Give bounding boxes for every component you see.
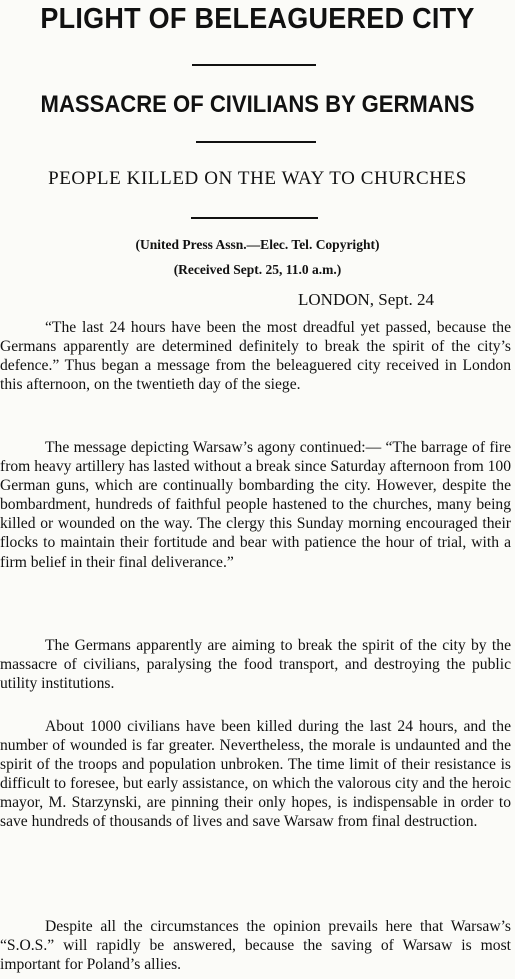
- divider-rule: [196, 141, 316, 143]
- deck: PEOPLE KILLED ON THE WAY TO CHURCHES: [48, 168, 467, 189]
- divider-rule: [191, 217, 318, 219]
- article-paragraph: The message depicting Warsaw’s agony continued:— “The barrage of fire from heavy artillery has lasted without a break since Saturday afternoon from 100 German guns, which are continually bombarding the city. However, despite the bombardment, hundreds of faithful people hastened to the churches, many being killed or wounded on the way. The clergy this Sunday morning encouraged their flocks to maintain their fortitude and bear with patience the hour of trial, with a firm belief in their final deliverance.”: [0, 439, 511, 571]
- article-paragraph: “The last 24 hours have been the most dreadful yet passed, because the Germans apparently are determined definitely to break the spirit of the city’s defence.” Thus began a message from the beleaguered city received in London this afternoon, on the twentieth day of the siege.: [0, 319, 511, 394]
- received-line: (Received Sept. 25, 11.0 a.m.): [173, 262, 342, 277]
- article-paragraph: Despite all the circumstances the opinion prevails here that Warsaw’s “S.O.S.” will rapidly be answered, because the saving of Warsaw is most important for Poland’s allies.: [0, 918, 511, 974]
- credit-line: (United Press Assn.—Elec. Tel. Copyright): [135, 237, 380, 252]
- article-paragraph: The Germans apparently are aiming to break the spirit of the city by the massacre of civilians, paralysing the food transport, and destroying the public utility institutions.: [0, 637, 511, 693]
- dateline: LONDON, Sept. 24: [298, 290, 434, 309]
- divider-rule: [192, 64, 316, 66]
- headline: PLIGHT OF BELEAGUERED CITY: [40, 3, 475, 35]
- subheadline: MASSACRE OF CIVILIANS BY GERMANS: [40, 91, 475, 118]
- article-paragraph: About 1000 civilians have been killed during the last 24 hours, and the number of wounded is far greater. Nevertheless, the morale is undaunted and the spirit of the troops and population unbroken. The time limit of their resistance is difficult to foresee, but early assistance, on which the valorous city and the heroic mayor, M. Starzynski, are pinning their only hopes, is indispensable in order to save hundreds of thousands of lives and save Warsaw from final destruction.: [0, 718, 511, 831]
